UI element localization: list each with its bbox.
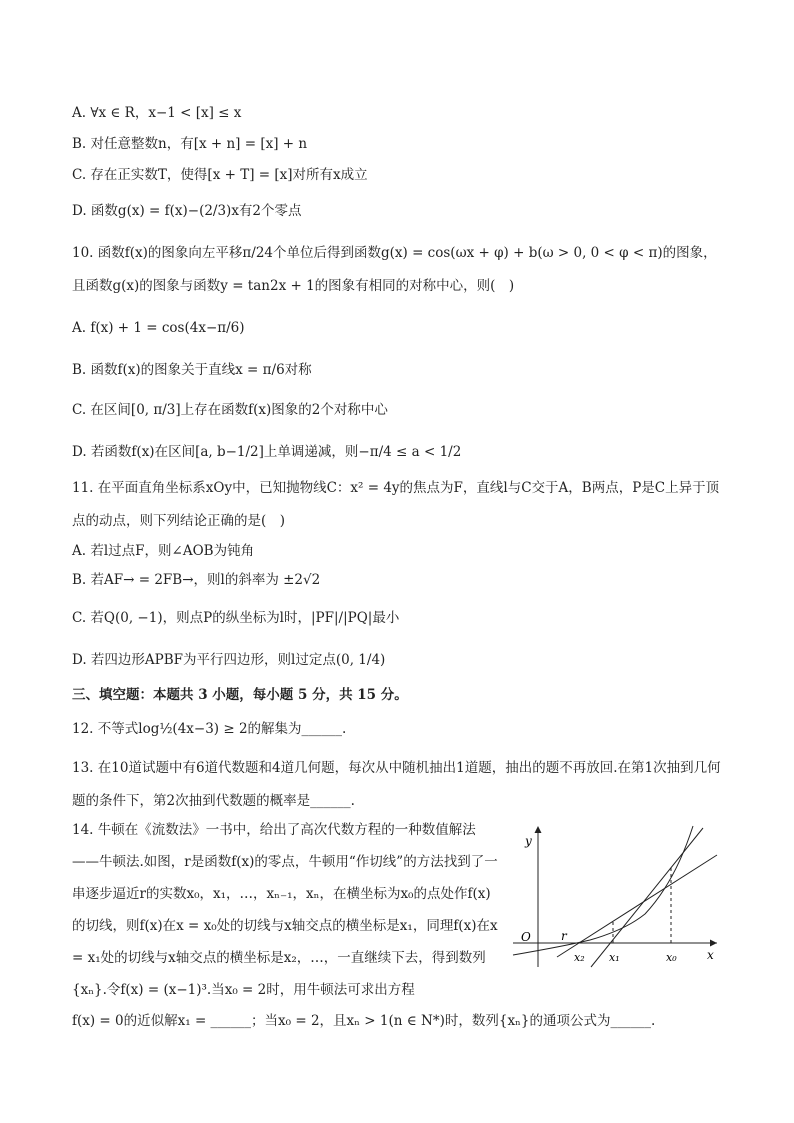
q12: 12. 不等式log½(4x−3) ≥ 2的解集为______. [72, 721, 347, 737]
q10-option-b: B. 函数f(x)的图象关于直线x = π/6对称 [72, 362, 312, 378]
label-o: O [521, 930, 531, 944]
q9-option-b: B. 对任意整数n，有[x + n] = [x] + n [72, 136, 308, 152]
q11-stem: 11. 在平面直角坐标系xOy中，已知抛物线C：x² = 4y的焦点为F，直线l与C交于A，B两点，P是C上异于顶点的动点，则下列结论正确的是( ) [72, 480, 720, 529]
section-3-heading: 三、填空题：本题共 3 小题，每小题 5 分，共 15 分。 [72, 687, 408, 703]
q11-option-d: D. 若四边形APBF为平行四边形，则l过定点(0, 1/4) [72, 652, 386, 668]
y-axis-arrow [535, 826, 542, 833]
label-y: y [525, 834, 532, 848]
label-x1: x₁ [609, 951, 620, 964]
q10-option-a: A. f(x) + 1 = cos(4x−π/6) [72, 320, 245, 336]
label-x: x [707, 948, 714, 962]
q9-option-c: C. 存在正实数T，使得[x + T] = [x]对所有x成立 [72, 167, 368, 183]
tangent-at-x0 [591, 828, 703, 967]
label-x2: x₂ [574, 951, 585, 964]
q9-option-d: D. 函数g(x) = f(x)−(2/3)x有2个零点 [72, 203, 302, 219]
newton-method-figure [505, 812, 725, 972]
q11-option-a: A. 若l过点F，则∠AOB为钝角 [72, 543, 255, 559]
q14-tail: f(x) = 0的近似解x₁ = ______；当x₀ = 2，且xₙ > 1(n ∈ N*)时，数列{xₙ}的通项公式为______. [72, 1013, 656, 1029]
function-curve [513, 826, 693, 955]
q10-option-c: C. 在区间[0, π/3]上存在函数f(x)图象的2个对称中心 [72, 402, 388, 418]
tangent-at-x1 [557, 855, 717, 957]
q10-stem: 10. 函数f(x)的图象向左平移π/24个单位后得到函数g(x) = cos(ωx + φ) + b(ω > 0, 0 < φ < π)的图象，且函数g(x)的图象与函数y = tan2x + 1的图象有相同的对称中心，则( ) [72, 245, 717, 294]
label-x0: x₀ [666, 951, 677, 964]
label-r: r [561, 929, 567, 943]
x-axis-arrow [710, 940, 717, 947]
q14-paragraph: 14. 牛顿在《流数法》一书中，给出了高次代数方程的一种数值解法——牛顿法.如图，r是函数f(x)的零点，牛顿用“作切线”的方法找到了一串逐步逼近r的实数x₀，x₁，…，xₙ₋₁，xₙ，在横坐标为x₀的点处作f(x)的切线，则f(x)在x = x₀处的切线与x轴交点的横坐标是x₁，同理f(x)在x = x₁处的切线与x轴交点的横坐标是x₂，…，一直继续下去，得到数列{xₙ}.令f(x) = (x−1)³.当x₀ = 2时，用牛顿法可求出方程 [72, 822, 498, 998]
q11-option-b: B. 若AF→ = 2FB→，则l的斜率为 ±2√2 [72, 572, 321, 588]
q13: 13. 在10道试题中有6道代数题和4道几何题，每次从中随机抽出1道题，抽出的题不再放回.在第1次抽到几何题的条件下，第2次抽到代数题的概率是______. [72, 760, 721, 809]
q11-option-c: C. 若Q(0, −1)，则点P的纵坐标为l时，|PF|/|PQ|最小 [72, 610, 400, 626]
q10-option-d: D. 若函数f(x)在区间[a, b−1/2]上单调递减，则−π/4 ≤ a < 1/2 [72, 444, 462, 460]
q9-option-a: A. ∀x ∈ R，x−1 < [x] ≤ x [72, 105, 242, 121]
